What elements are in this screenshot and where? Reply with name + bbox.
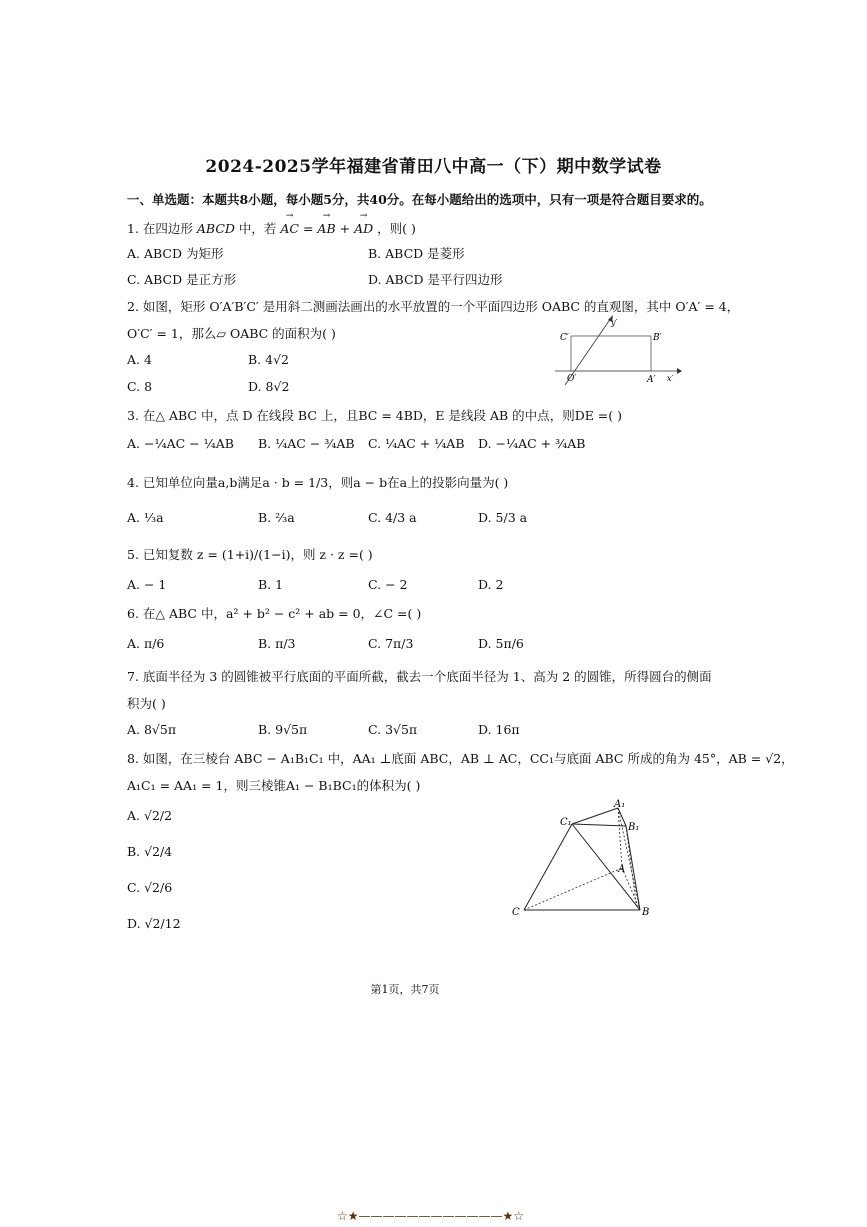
decorative-stars: ☆★————————————★☆: [337, 1209, 525, 1223]
q6-option-c[interactable]: C. 7π/3: [368, 636, 414, 651]
question-2-line-1: 2. 如图，矩形 O′A′B′C′ 是用斜二测画法画出的水平放置的一个平面四边形 OABC 的直观图，其中 O′A′ = 4，: [127, 299, 740, 314]
question-6-stem: 6. 在△ ABC 中，a² + b² − c² + ab = 0，∠C =( ): [127, 606, 422, 621]
q4-option-d[interactable]: D. 5/3 a: [478, 510, 528, 525]
q2-option-c[interactable]: C. 8: [127, 379, 153, 394]
q8-label-a1: A₁: [614, 799, 626, 810]
question-4-stem: 4. 已知单位向量a,b满足a · b = 1/3，则a − b在a上的投影向量为( ): [127, 475, 509, 490]
q2-label-x: x′: [667, 374, 674, 383]
q5-option-c[interactable]: C. − 2: [368, 577, 408, 592]
q2-label-c: C′: [560, 333, 569, 343]
q8-option-b[interactable]: B. √2/4: [127, 844, 173, 859]
q2-label-a: A′: [647, 375, 656, 385]
question-7-line-2: 积为( ): [127, 696, 166, 711]
q1-option-d[interactable]: D. ABCD 是平行四边形: [368, 272, 503, 287]
q7-option-c[interactable]: C. 3√5π: [368, 722, 418, 737]
q4-option-c[interactable]: C. 4/3 a: [368, 510, 417, 525]
q8-label-c1: C₁: [560, 817, 572, 828]
q6-option-d[interactable]: D. 5π/6: [478, 636, 524, 651]
q6-option-a[interactable]: A. π/6: [127, 636, 165, 651]
section-heading: 一、单选题：本题共8小题，每小题5分，共40分。在每小题给出的选项中，只有一项是符合题目要求的。: [127, 192, 712, 207]
q2-option-d[interactable]: D. 8√2: [248, 379, 290, 394]
q8-label-a: A: [618, 864, 626, 875]
exam-title: 2024-2025学年福建省莆田八中高一（下）期中数学试卷: [205, 157, 662, 177]
q2-label-o: O′: [567, 374, 577, 384]
question-1-stem: 1. 在四边形 ABCD 中，若 → AC = → AB + → AD ，则( ): [127, 219, 416, 237]
q7-option-d[interactable]: D. 16π: [478, 722, 520, 737]
q8-option-c[interactable]: C. √2/6: [127, 880, 173, 895]
q1-option-a[interactable]: A. ABCD 为矩形: [127, 246, 224, 261]
q5-option-a[interactable]: A. − 1: [127, 577, 167, 592]
q7-option-a[interactable]: A. 8√5π: [127, 722, 177, 737]
question-2-line-2: O′C′ = 1，那么▱ OABC 的面积为( ): [127, 326, 336, 341]
q5-option-b[interactable]: B. 1: [258, 577, 284, 592]
q8-label-b1: B₁: [628, 822, 640, 833]
page-footer: 第1页，共7页: [370, 983, 440, 996]
q8-label-c: C: [512, 907, 520, 918]
question-5-stem: 5. 已知复数 z = (1+i)/(1−i)，则 z · z =( ): [127, 547, 373, 562]
q8-label-b: B: [642, 907, 650, 918]
q1-option-b[interactable]: B. ABCD 是菱形: [368, 246, 465, 261]
q3-option-c[interactable]: C. ¼AC + ¼AB: [368, 436, 465, 451]
q2-label-b: B′: [653, 333, 662, 343]
q3-option-b[interactable]: B. ¼AC − ¾AB: [258, 436, 355, 451]
q6-option-b[interactable]: B. π/3: [258, 636, 296, 651]
q2-option-a[interactable]: A. 4: [127, 352, 152, 367]
q1-option-c[interactable]: C. ABCD 是正方形: [127, 272, 237, 287]
q8-frustum-figure: [510, 798, 660, 920]
q2-oblique-figure: [555, 315, 685, 390]
q7-option-b[interactable]: B. 9√5π: [258, 722, 308, 737]
q8-option-d[interactable]: D. √2/12: [127, 916, 181, 931]
q4-option-a[interactable]: A. ⅓a: [127, 510, 164, 525]
q5-option-d[interactable]: D. 2: [478, 577, 504, 592]
question-3-stem: 3. 在△ ABC 中，点 D 在线段 BC 上，且BC = 4BD，E 是线段 AB 的中点，则DE =( ): [127, 408, 623, 423]
q3-option-a[interactable]: A. −¼AC − ¼AB: [127, 436, 234, 451]
q3-option-d[interactable]: D. −¼AC + ¾AB: [478, 436, 586, 451]
q2-label-y: y′: [611, 318, 618, 327]
question-8-line-1: 8. 如图，在三棱台 ABC − A₁B₁C₁ 中，AA₁ ⊥底面 ABC，AB ⊥ AC，CC₁与底面 ABC 所成的角为 45°，AB = √2，: [127, 751, 794, 766]
q8-option-a[interactable]: A. √2/2: [127, 808, 173, 823]
q4-option-b[interactable]: B. ⅔a: [258, 510, 295, 525]
question-7-line-1: 7. 底面半径为 3 的圆锥被平行底面的平面所截，截去一个底面半径为 1、高为 2 的圆锥，所得圆台的侧面: [127, 669, 712, 684]
q2-option-b[interactable]: B. 4√2: [248, 352, 290, 367]
question-8-line-2: A₁C₁ = AA₁ = 1，则三棱锥A₁ − B₁BC₁的体积为( ): [127, 778, 421, 793]
